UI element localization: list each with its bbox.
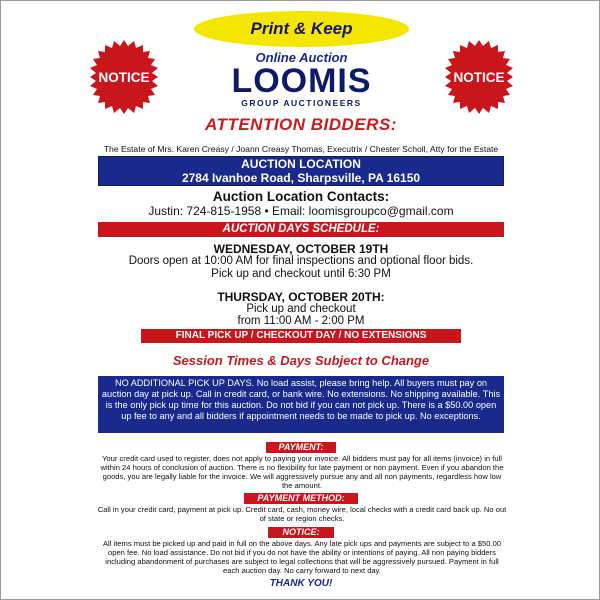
location-title: AUCTION LOCATION	[241, 157, 361, 171]
day1-line1: Doors open at 10:00 AM for final inspections and optional floor bids.	[128, 255, 474, 267]
day1-line2: Pick up and checkout until 6:30 PM	[211, 268, 391, 280]
notice-badge-left	[86, 39, 162, 115]
logo-sub-text: GROUP AUCTIONEERS	[241, 98, 362, 108]
day2-line2: from 11:00 AM - 2:00 PM	[237, 315, 365, 327]
schedule-bar: AUCTION DAYS SCHEDULE:	[98, 222, 504, 237]
payment-text: Your credit card used to register, does not apply to paying your invoice. All bidders must pay for all items (invoice) in full within 24 hours of conclusion of auction. There is no flexibility for late payment or non payment. Even if you abandon the goods, you are legally liable for the invoice. We will aggressively pursue any and all non payments, regardless how low the amount.	[100, 454, 504, 490]
logo-main-text: LOOMIS	[231, 62, 372, 100]
day1-title: WEDNESDAY, OCTOBER 19TH	[213, 242, 389, 256]
loomis-logo	[219, 51, 384, 113]
thank-you: THANK YOU!	[269, 578, 333, 589]
auction-location-box	[98, 156, 504, 186]
session-notice: Session Times & Days Subject to Change	[172, 353, 430, 368]
estate-line: The Estate of Mrs. Karen Creasy / Joann Creasy Thomas, Executrix / Chester Scholl, Atty for the Estate	[103, 144, 499, 154]
logo-online-text: Online Auction	[255, 50, 348, 65]
payment-method-title: PAYMENT METHOD:	[244, 493, 358, 504]
notice-seal-icon	[441, 39, 517, 115]
final-pickup-bar: FINAL PICK UP / CHECKOUT DAY / NO EXTENSIONS	[141, 329, 461, 343]
notice-text: All items must be picked up and paid in full on the above days. Any late pick ups and payments are subject to a $50.00 open fee. No load assistance. Do not bid if you do not have the ability or intentions of paying. All non paying bidders including abandonment of purchases are subject to legal collections that will be aggressively pursued. Payment in full each auction day. No carry forward to next day.	[102, 539, 502, 575]
payment-method-text: Call in your credit card, payment at pick up. Credit card, cash, money wire, local checks with a credit card back up. No out of state or region checks.	[97, 505, 507, 523]
attention-heading: ATTENTION BIDDERS:	[205, 115, 397, 134]
notice-title: NOTICE:	[268, 527, 334, 538]
notice-seal-icon	[86, 39, 162, 115]
print-keep-banner	[194, 11, 409, 47]
day2-line1: Pick up and checkout	[246, 303, 356, 315]
pickup-notice-box: NO ADDITIONAL PICK UP DAYS. No load assist, please bring help. All buyers must pay on auction day at pick up. Call in credit card, or bank wire. No extensions. No shipping available. This is the only pick up time for this auction. Do not bid if you can not pick up. There is a $50.00 open up fee to any and all bidders if appointment needs to be made to pick up. No exceptions.	[98, 376, 504, 433]
contacts-line: Justin: 724-815-1958 • Email: loomisgroupco@gmail.com	[148, 204, 454, 218]
contacts-title: Auction Location Contacts:	[212, 189, 390, 204]
notice-left-label: NOTICE	[98, 70, 150, 85]
notice-badge-right	[441, 39, 517, 115]
print-keep-label: Print & Keep	[250, 19, 353, 38]
notice-right-label: NOTICE	[453, 70, 505, 85]
day2-title: THURSDAY, OCTOBER 20TH:	[217, 290, 385, 304]
location-address: 2784 Ivanhoe Road, Sharpsville, PA 16150	[181, 171, 421, 185]
payment-title: PAYMENT:	[266, 442, 336, 453]
